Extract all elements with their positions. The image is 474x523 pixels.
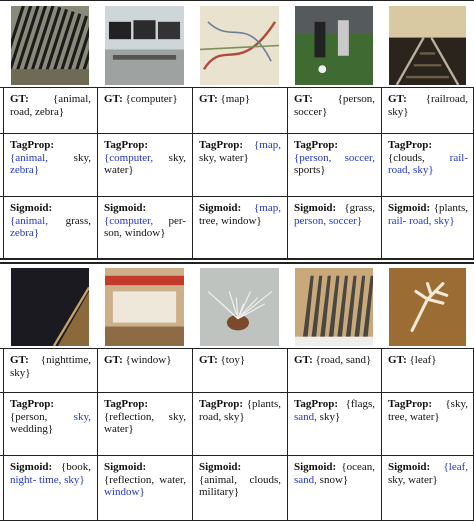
tag-text: {plants,: [433, 202, 468, 214]
tag-text: road,: [10, 105, 33, 118]
predicted-tag-correct: zebra}: [10, 227, 40, 239]
predicted-tag-correct: {person,: [294, 151, 332, 164]
gt-label: GT:: [199, 93, 218, 105]
predicted-tag-correct: {map,: [254, 202, 281, 214]
tag-text: {nighttime,: [40, 354, 91, 366]
predicted-tag-correct: zebra}: [10, 164, 40, 176]
sand-shadows-photo: [295, 268, 373, 346]
gt-label: GT:: [104, 354, 123, 366]
predicted-tag-correct: night-: [10, 473, 37, 486]
tag-text: {ocean,: [341, 461, 375, 473]
row-divider: [0, 87, 474, 88]
sigmoid-cell: [382, 461, 474, 486]
tag-text: sports}: [294, 164, 326, 176]
tagprop-label: TagProp:: [10, 139, 55, 151]
gt-label: GT:: [388, 354, 407, 366]
tagprop-cell: [193, 398, 287, 423]
predicted-tag-correct: person,: [294, 214, 327, 227]
row-divider: [0, 258, 474, 260]
sigmoid-label: Sigmoid:: [199, 461, 242, 473]
predicted-tag-correct: rail-: [388, 214, 407, 227]
tagprop-cell: [98, 398, 192, 436]
gt-label: GT:: [10, 354, 29, 366]
tagprop-cell: [193, 139, 287, 164]
predicted-tag-correct: road,: [388, 164, 411, 176]
tag-text: {book,: [60, 461, 91, 473]
sigmoid-cell: [288, 461, 381, 486]
sigmoid-label: Sigmoid:: [104, 461, 147, 473]
sigmoid-cell: [98, 461, 192, 499]
leaf-photo: [389, 268, 466, 346]
column-divider: [192, 87, 193, 258]
row-divider: [0, 262, 474, 264]
gt-cell: [288, 93, 381, 118]
gt-label: GT:: [294, 93, 313, 105]
coca-cola-window-photo: [105, 268, 184, 346]
tag-text: water}: [409, 410, 440, 423]
predicted-tag-correct: sand,: [294, 473, 317, 486]
tagprop-cell: [288, 139, 381, 177]
tagprop-cell: [98, 139, 192, 177]
tag-text: sand}: [345, 354, 372, 366]
sigmoid-label: Sigmoid:: [10, 202, 53, 214]
tag-text: {toy}: [220, 354, 246, 366]
tag-text: {leaf}: [409, 354, 437, 366]
example-group-2: [0, 262, 474, 520]
tag-text: military}: [199, 486, 240, 498]
sigmoid-label: Sigmoid:: [294, 461, 337, 473]
tag-text: {animal,: [199, 473, 237, 486]
tag-text: sky}: [10, 366, 31, 379]
tag-text: son,: [104, 227, 123, 239]
zebra-photo: [11, 6, 89, 85]
gt-cell: [193, 93, 287, 106]
tag-text: sky}: [388, 105, 409, 118]
tagprop-label: TagProp:: [294, 398, 339, 410]
tagprop-label: TagProp:: [104, 398, 149, 410]
soccer-photo: [295, 6, 373, 85]
night-window-photo: [11, 268, 89, 346]
tag-text: zebra}: [35, 105, 65, 118]
tag-text: {plants,: [246, 398, 281, 410]
gt-label: GT:: [10, 93, 29, 105]
predicted-tag-correct: soccer}: [328, 214, 363, 227]
sigmoid-label: Sigmoid:: [294, 202, 337, 214]
predicted-tag-correct: {animal,: [10, 214, 48, 227]
gt-cell: [4, 354, 97, 379]
gt-cell: [98, 93, 192, 106]
tag-text: {person,: [10, 410, 48, 423]
tag-text: {computer}: [125, 93, 178, 105]
predicted-tag-correct: sand,: [294, 410, 317, 423]
map-photo: [200, 6, 279, 85]
tagprop-cell: [288, 398, 381, 423]
predicted-tag-correct: soccer,: [344, 151, 375, 164]
computer-desk-photo: [105, 6, 184, 85]
tag-text: {flags,: [345, 398, 375, 410]
sigmoid-cell: [193, 461, 287, 499]
tag-text: {window}: [125, 354, 172, 366]
gt-cell: [4, 93, 97, 118]
tagprop-cell: [382, 398, 474, 423]
tag-text: sky,: [168, 151, 186, 164]
gt-cell: [382, 93, 474, 118]
row-divider: [0, 392, 474, 393]
tagprop-label: TagProp:: [388, 139, 433, 151]
tag-text: tree,: [388, 410, 408, 423]
predicted-tag-correct: rail-: [449, 151, 468, 164]
sigmoid-label: Sigmoid:: [388, 461, 431, 473]
tag-text: soccer}: [294, 105, 328, 118]
tagprop-label: TagProp:: [104, 139, 149, 151]
tag-text: {clouds,: [388, 151, 425, 164]
tag-text: {railroad,: [425, 93, 468, 105]
tag-text: {map}: [220, 93, 250, 105]
predicted-tag-correct: window}: [104, 486, 145, 498]
tag-text: {person,: [337, 93, 375, 105]
sigmoid-cell: [382, 202, 474, 227]
row-divider: [0, 133, 474, 134]
tag-text: per-: [168, 214, 186, 227]
gt-cell: [382, 354, 474, 367]
predicted-tag-correct: road,: [409, 214, 432, 227]
gt-label: GT:: [199, 354, 218, 366]
sigmoid-label: Sigmoid:: [388, 202, 431, 214]
column-divider: [381, 348, 382, 520]
railroad-photo: [389, 6, 466, 85]
gt-cell: [98, 354, 192, 367]
tag-text: sky,: [199, 151, 217, 164]
gt-label: GT:: [388, 93, 407, 105]
tag-text: sky,: [73, 151, 91, 164]
predicted-tag-correct: {computer,: [104, 214, 154, 227]
tag-text: grass,: [65, 214, 91, 227]
example-group-1: [0, 0, 474, 258]
predicted-tag-correct: {leaf,: [443, 461, 468, 473]
tagprop-label: TagProp:: [388, 398, 433, 410]
tagprop-label: TagProp:: [199, 139, 244, 151]
predicted-tag-correct: sky}: [413, 164, 434, 176]
sigmoid-cell: [193, 202, 287, 227]
tagprop-cell: [4, 139, 97, 177]
tag-text: window}: [220, 214, 262, 227]
tag-text: {reflection,: [104, 473, 155, 486]
predicted-tag-correct: time,: [39, 473, 62, 486]
column-divider: [287, 348, 288, 520]
tag-text: snow}: [319, 473, 349, 486]
row-divider: [0, 0, 474, 1]
tagprop-label: TagProp:: [10, 398, 55, 410]
predicted-tag-correct: sky}: [434, 214, 455, 227]
tag-text: clouds,: [249, 473, 281, 486]
tag-text: water}: [104, 164, 134, 176]
tag-text: {sky,: [445, 398, 468, 410]
predicted-tag-correct: {map,: [254, 139, 281, 151]
sigmoid-cell: [288, 202, 381, 227]
tag-text: {grass,: [344, 202, 375, 214]
sigmoid-cell: [98, 202, 192, 240]
tag-text: window}: [124, 227, 166, 239]
toy-photo: [200, 268, 279, 346]
row-divider: [0, 196, 474, 197]
tagprop-cell: [382, 139, 474, 177]
tag-text: {road,: [315, 354, 344, 366]
tag-text: water,: [159, 473, 186, 486]
tag-text: sky}: [224, 410, 245, 423]
tag-text: sky,: [388, 473, 406, 486]
sigmoid-label: Sigmoid:: [104, 202, 147, 214]
sigmoid-label: Sigmoid:: [199, 202, 242, 214]
predicted-tag-correct: sky,: [73, 410, 91, 423]
gt-cell: [288, 354, 381, 367]
row-divider: [0, 455, 474, 456]
gt-cell: [193, 354, 287, 367]
gt-label: GT:: [294, 354, 313, 366]
tag-text: sky,: [168, 410, 186, 423]
tag-text: water}: [219, 151, 249, 164]
row-divider: [0, 348, 474, 349]
row-divider: [0, 520, 474, 521]
gt-label: GT:: [104, 93, 123, 105]
tag-text: water}: [104, 423, 134, 435]
tagprop-cell: [4, 398, 97, 436]
tag-text: sky}: [319, 410, 341, 423]
predicted-tag-correct: {computer,: [104, 151, 154, 164]
tag-text: {animal,: [53, 93, 91, 105]
sigmoid-cell: [4, 202, 97, 240]
tagprop-label: TagProp:: [199, 398, 244, 410]
sigmoid-label: Sigmoid:: [10, 461, 53, 473]
tag-text: wedding}: [10, 423, 54, 435]
tag-text: {reflection,: [104, 410, 155, 423]
sigmoid-cell: [4, 461, 97, 486]
tag-text: road,: [199, 410, 222, 423]
tag-text: tree,: [199, 214, 219, 227]
tag-text: water}: [408, 473, 438, 486]
tagprop-label: TagProp:: [294, 139, 339, 151]
predicted-tag-correct: sky}: [64, 473, 85, 486]
predicted-tag-correct: {animal,: [10, 151, 48, 164]
